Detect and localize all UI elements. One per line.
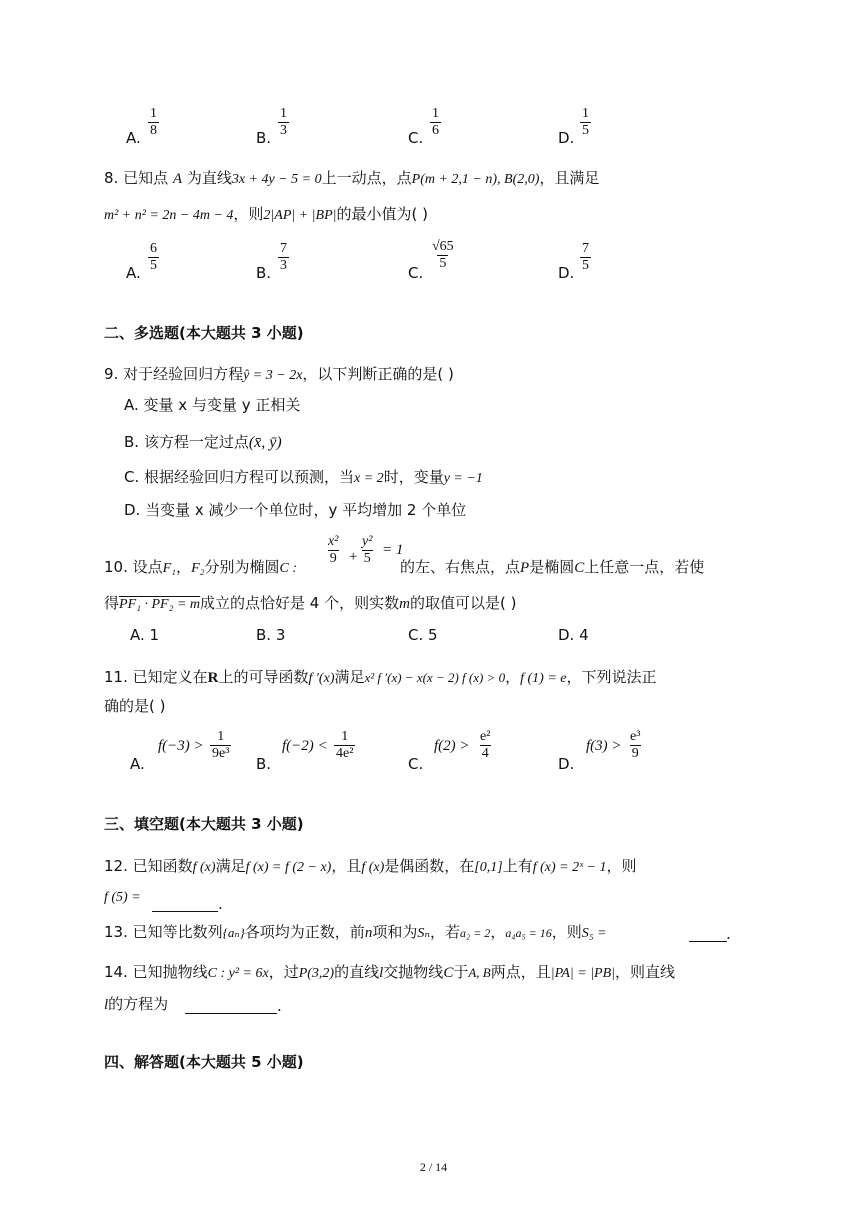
q7-option-d-fraction: $\frac{1}{5}$	[582, 106, 589, 138]
q10-stem-line1: 10. 设点F₁，F₂分别为椭圆C :	[104, 558, 297, 576]
q7-option-b-label: B.	[256, 129, 272, 147]
q14-stem-line2: l的方程为	[104, 995, 169, 1013]
q11-option-d-lhs: f(3) >	[586, 738, 622, 754]
q8-option-c-fraction: $\frac{√65}{5}$	[432, 239, 454, 271]
q9-stem: 9. 对于经验回归方程ŷ = 3 − 2x，以下判断正确的是( )	[104, 365, 454, 383]
q10-option-c: C. 5	[408, 626, 438, 644]
q8-option-b-fraction: $\frac{7}{3}$	[280, 241, 287, 273]
q8-option-c-label: C.	[408, 264, 424, 282]
q13-stem: 13. 已知等比数列{aₙ}各项均为正数，前n项和为Sₙ，若a₂ = 2，a₄a₅ = 16，则S₅ =	[104, 923, 607, 941]
page-number: 2 / 14	[419, 1160, 448, 1174]
q7-option-d-label: D.	[558, 129, 575, 147]
q8-option-d-fraction: $\frac{7}{5}$	[582, 241, 589, 273]
q7-option-a-fraction: $\frac{1}{8}$	[150, 106, 157, 138]
q14-answer-blank[interactable]	[185, 995, 277, 1014]
q10-option-d: D. 4	[558, 626, 589, 644]
q12-stem-line1: 12. 已知函数f (x)满足f (x) = f (2 − x)，且f (x)是偶函数，在[0,1]上有f (x) = 2ˣ − 1，则	[104, 857, 637, 875]
q10-option-a: A. 1	[130, 626, 160, 644]
q8-stem-line2: m² + n² = 2n − 4m − 4，则2|AP| + |BP|的最小值为( )	[104, 205, 428, 223]
q14-period: .	[277, 997, 282, 1015]
q8-option-d-label: D.	[558, 264, 575, 282]
q11-option-c-fraction: $\frac{\text{e²}}{4}$	[480, 729, 491, 761]
q10-equals-one: = 1	[382, 542, 404, 558]
q13-period: .	[726, 925, 731, 943]
section-heading-multiple-choice: 二、多选题(本大题共 3 小题)	[104, 324, 304, 342]
q12-period: .	[218, 895, 223, 913]
q11-option-b-lhs: f(−2) <	[282, 738, 328, 754]
q7-option-b-fraction: $\frac{1}{3}$	[280, 106, 287, 138]
q11-option-a-label: A.	[130, 755, 145, 773]
q10-stem-line1-tail: 的左、右焦点，点P是椭圆C上任意一点，若使	[400, 558, 705, 576]
q10-option-b: B. 3	[256, 626, 286, 644]
q7-option-c-label: C.	[408, 129, 424, 147]
q8-option-b-label: B.	[256, 264, 272, 282]
q10-plus: +	[348, 549, 359, 565]
q9-option-a: A. 变量 x 与变量 y 正相关	[124, 396, 301, 414]
q8-option-a-label: A.	[126, 264, 141, 282]
q12-stem-line2: f (5) =	[104, 890, 141, 905]
q7-option-c-fraction: $\frac{1}{6}$	[432, 106, 439, 138]
q11-option-b-fraction: $\frac{1}{\text{4e²}}$	[336, 729, 354, 761]
q11-option-d-fraction: $\frac{\text{e³}}{9}$	[630, 729, 641, 761]
q10-ellipse-y-term: $\frac{\text{y²}}{5}$	[362, 534, 373, 566]
section-heading-problems: 四、解答题(本大题共 5 小题)	[104, 1053, 304, 1071]
q11-stem-line1: 11. 已知定义在R上的可导函数f ′(x)满足x² f ′(x) − x(x − 2) f (x) > 0，f (1) = e，下列说法正	[104, 668, 657, 686]
section-heading-fill-in: 三、填空题(本大题共 3 小题)	[104, 815, 304, 833]
q9-option-b: B. 该方程一定过点(x̄, ȳ)	[124, 433, 282, 451]
q11-option-b-label: B.	[256, 755, 272, 773]
q11-option-a-lhs: f(−3) >	[158, 738, 204, 754]
q12-answer-blank[interactable]	[152, 893, 218, 912]
q9-option-c: C. 根据经验回归方程可以预测，当x = 2时，变量y = −1	[124, 468, 483, 486]
q10-stem-line2: 得PF₁ · PF₂ = m成立的点恰好是 4 个，则实数m的取值可以是( )	[104, 594, 517, 612]
q7-option-a-label: A.	[126, 129, 141, 147]
q11-option-a-fraction: $\frac{1}{\text{9e³}}$	[212, 729, 230, 761]
q11-option-d-label: D.	[558, 755, 575, 773]
q11-stem-line2: 确的是( )	[104, 697, 166, 715]
q9-option-d: D. 当变量 x 减少一个单位时，y 平均增加 2 个单位	[124, 501, 467, 519]
q8-stem-line1: 8. 已知点 A 为直线3x + 4y − 5 = 0上一动点，点P(m + 2,1 − n), B(2,0)，且满足	[104, 169, 600, 187]
q14-stem-line1: 14. 已知抛物线C : y² = 6x，过P(3,2)的直线l交抛物线C于A, B两点，且|PA| = |PB|，则直线	[104, 963, 676, 981]
q8-option-a-fraction: $\frac{6}{5}$	[150, 241, 157, 273]
q11-option-c-lhs: f(2) >	[434, 738, 470, 754]
q13-answer-blank[interactable]	[689, 923, 727, 942]
q10-ellipse-x-term: $\frac{\text{x²}}{9}$	[328, 534, 339, 566]
q11-option-c-label: C.	[408, 755, 424, 773]
